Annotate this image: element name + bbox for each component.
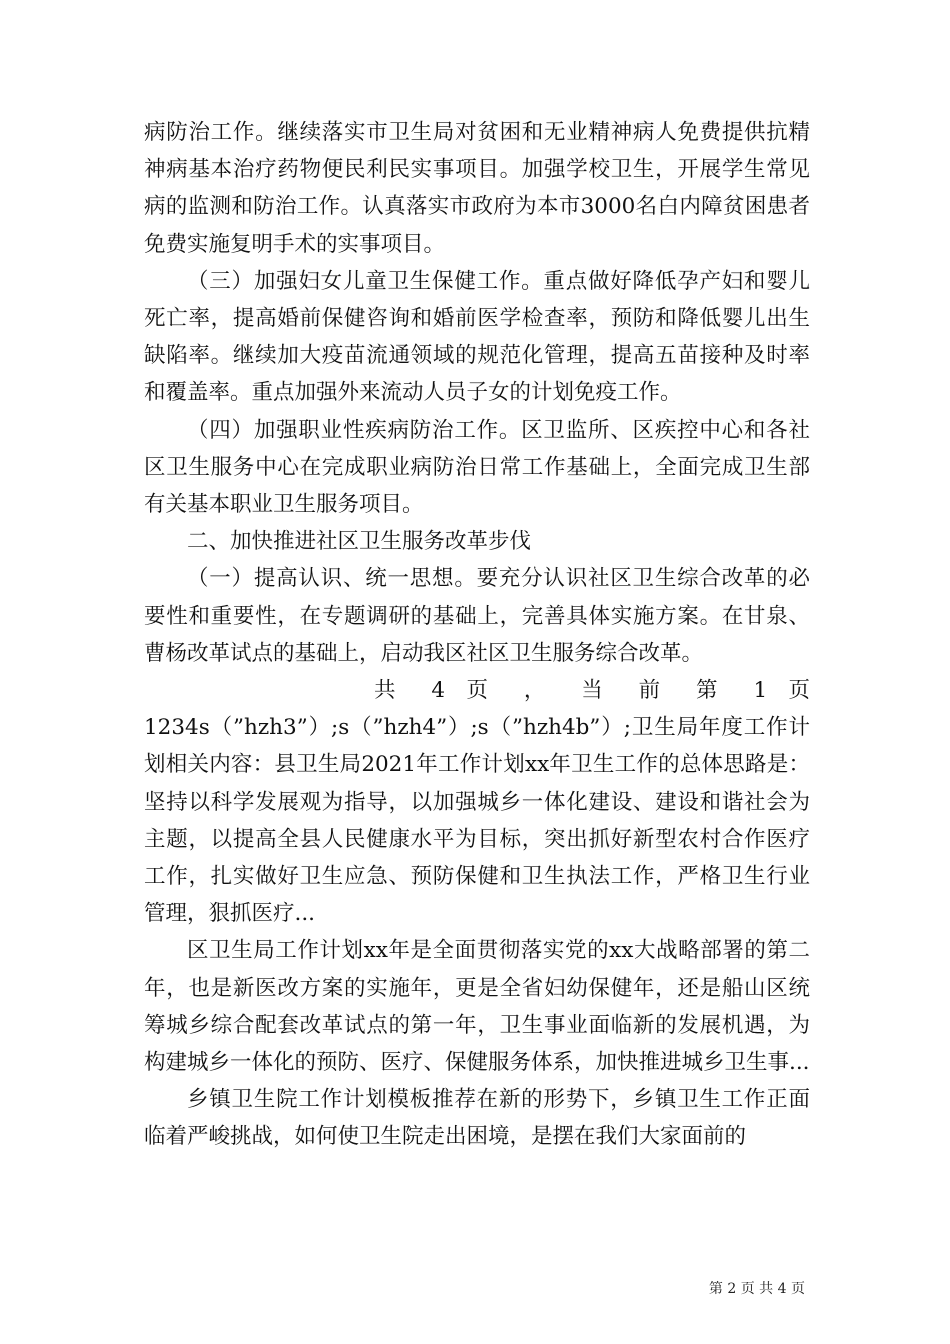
- paragraph-raise-awareness: （一）提高认识、统一思想。要充分认识社区卫生综合改革的必要性和重要性，在专题调研的基础上，完善具体实施方案。在甘泉、曹杨改革试点的基础上，启动我区社区卫生服务综合改革。: [144, 566, 810, 666]
- paragraph-occupational-disease: （四）加强职业性疾病防治工作。区卫监所、区疾控中心和各社区卫生服务中心在完成职业病防治日常工作基础上，全面完成卫生部有关基本职业卫生服务项目。: [144, 417, 810, 518]
- paragraph-continuation: 病防治工作。继续落实市卫生局对贫困和无业精神病人免费提供抗精神病基本治疗药物便民利民实事项目。加强学校卫生，开展学生常见病的监测和防治工作。认真落实市政府为本市3000名白内障贫困患者免费实施复明手术的实事项目。: [144, 120, 810, 257]
- paragraph-county-plan: 1234s（”hzh3”）;s（”hzh4”）;s（”hzh4b”）;卫生局年度工作计划相关内容：县卫生局2021年工作计划xx年卫生工作的总体思路是：坚持以科学发展观为指导，以加强城乡一体化建设、建设和谐社会为主题，以提高全县人民健康水平为目标，突出抓好新型农村合作医疗工作，扎实做好卫生应急、预防保健和卫生执法工作，严格卫生行业管理，狠抓医疗...: [144, 715, 810, 927]
- paragraph-township-plan: 乡镇卫生院工作计划模板推荐在新的形势下，乡镇卫生工作正面临着严峻挑战，如何使卫生院走出困境，是摆在我们大家面前的: [144, 1087, 810, 1150]
- embedded-page-count: 共 4 页 ， 当 前 第 1 页: [374, 678, 810, 704]
- paragraph-district-plan: 区卫生局工作计划xx年是全面贯彻落实党的xx大战略部署的第二年，也是新医改方案的实施年，更是全省妇幼保健年，还是船山区统筹城乡综合配套改革试点的第一年，卫生事业面临新的发展机遇，为构建城乡一体化的预防、医疗、保健服务体系，加快推进城乡卫生事...: [144, 938, 810, 1076]
- document-body: [144, 114, 810, 1156]
- section-heading: 二、加快推进社区卫生服务改革步伐: [187, 529, 532, 555]
- page-footer: 第 2 页 共 4 页: [708, 1281, 805, 1297]
- paragraph-maternal-child-health: （三）加强妇女儿童卫生保健工作。重点做好降低孕产妇和婴儿死亡率，提高婚前保健咨询和婚前医学检查率，预防和降低婴儿出生缺陷率。继续加大疫苗流通领域的规范化管理，提高五苗接种及时率和覆盖率。重点加强外来流动人员子女的计划免疫工作。: [144, 268, 810, 406]
